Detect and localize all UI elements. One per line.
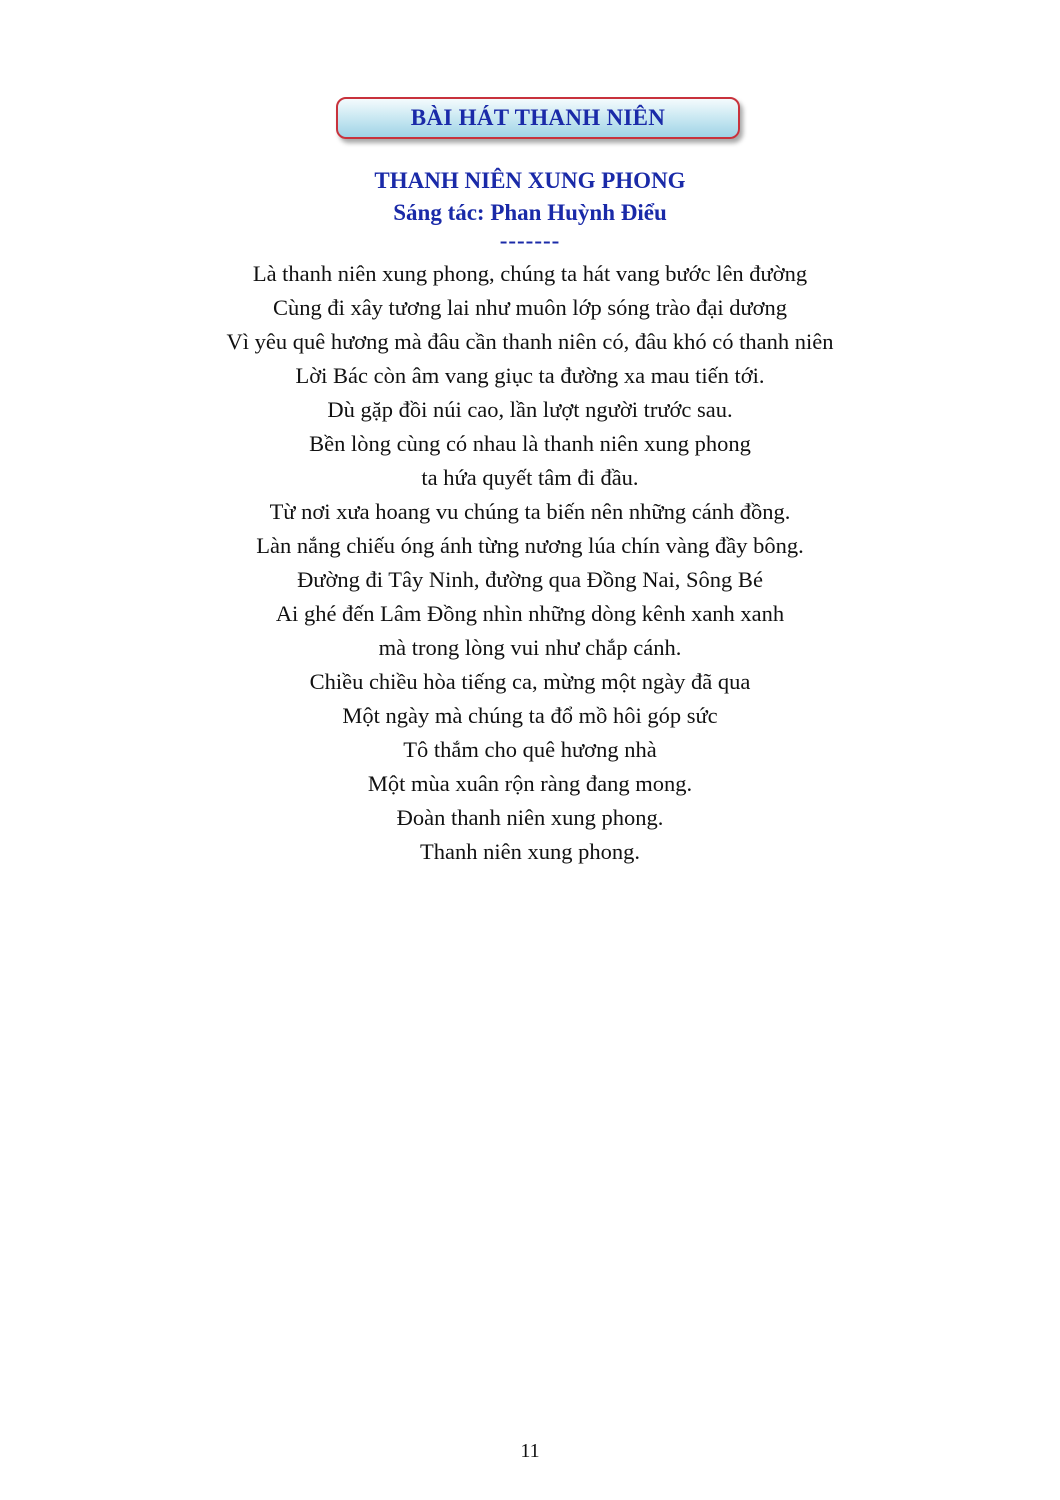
lyric-line: Là thanh niên xung phong, chúng ta hát vang bước lên đường (252, 261, 808, 286)
lyric-line: Vì yêu quê hương mà đâu cần thanh niên có, đâu khó có thanh niên (226, 329, 834, 354)
lyric-line: Tô thắm cho quê hương nhà (403, 737, 657, 762)
lyric-line: Cùng đi xây tương lai như muôn lớp sóng trào đại dương (272, 295, 788, 320)
page-number: 11 (520, 1440, 540, 1462)
section-banner (336, 97, 740, 139)
lyrics-block (0, 257, 1060, 869)
lyric-line: Chiều chiều hòa tiếng ca, mừng một ngày đã qua (309, 669, 751, 694)
lyric-line: Bền lòng cùng có nhau là thanh niên xung phong (309, 431, 751, 456)
lyric-line: Một ngày mà chúng ta đổ mồ hôi góp sức (342, 703, 718, 728)
lyric-line: mà trong lòng vui như chắp cánh. (378, 635, 682, 660)
lyric-line: ta hứa quyết tâm đi đầu. (421, 465, 639, 490)
lyric-line: Lời Bác còn âm vang giục ta đường xa mau tiến tới. (295, 363, 765, 388)
lyric-line: Ai ghé đến Lâm Đồng nhìn những dòng kênh xanh xanh (275, 601, 785, 626)
lyric-line: Từ nơi xưa hoang vu chúng ta biến nên những cánh đồng. (269, 499, 791, 524)
lyric-line: Dù gặp đồi núi cao, lần lượt người trước sau. (327, 397, 733, 422)
lyric-line: Thanh niên xung phong. (420, 839, 640, 864)
lyric-line: Đoàn thanh niên xung phong. (396, 805, 664, 830)
song-title: THANH NIÊN XUNG PHONG (374, 168, 686, 193)
title-separator: ------- (499, 228, 561, 253)
lyric-line: Làn nắng chiếu óng ánh từng nương lúa chín vàng đầy bông. (256, 533, 804, 558)
lyric-line: Đường đi Tây Ninh, đường qua Đồng Nai, Sông Bé (297, 567, 763, 592)
song-author: Sáng tác: Phan Huỳnh Điểu (393, 200, 667, 225)
lyric-line: Một mùa xuân rộn ràng đang mong. (367, 771, 693, 796)
section-title: BÀI HÁT THANH NIÊN (410, 105, 666, 130)
